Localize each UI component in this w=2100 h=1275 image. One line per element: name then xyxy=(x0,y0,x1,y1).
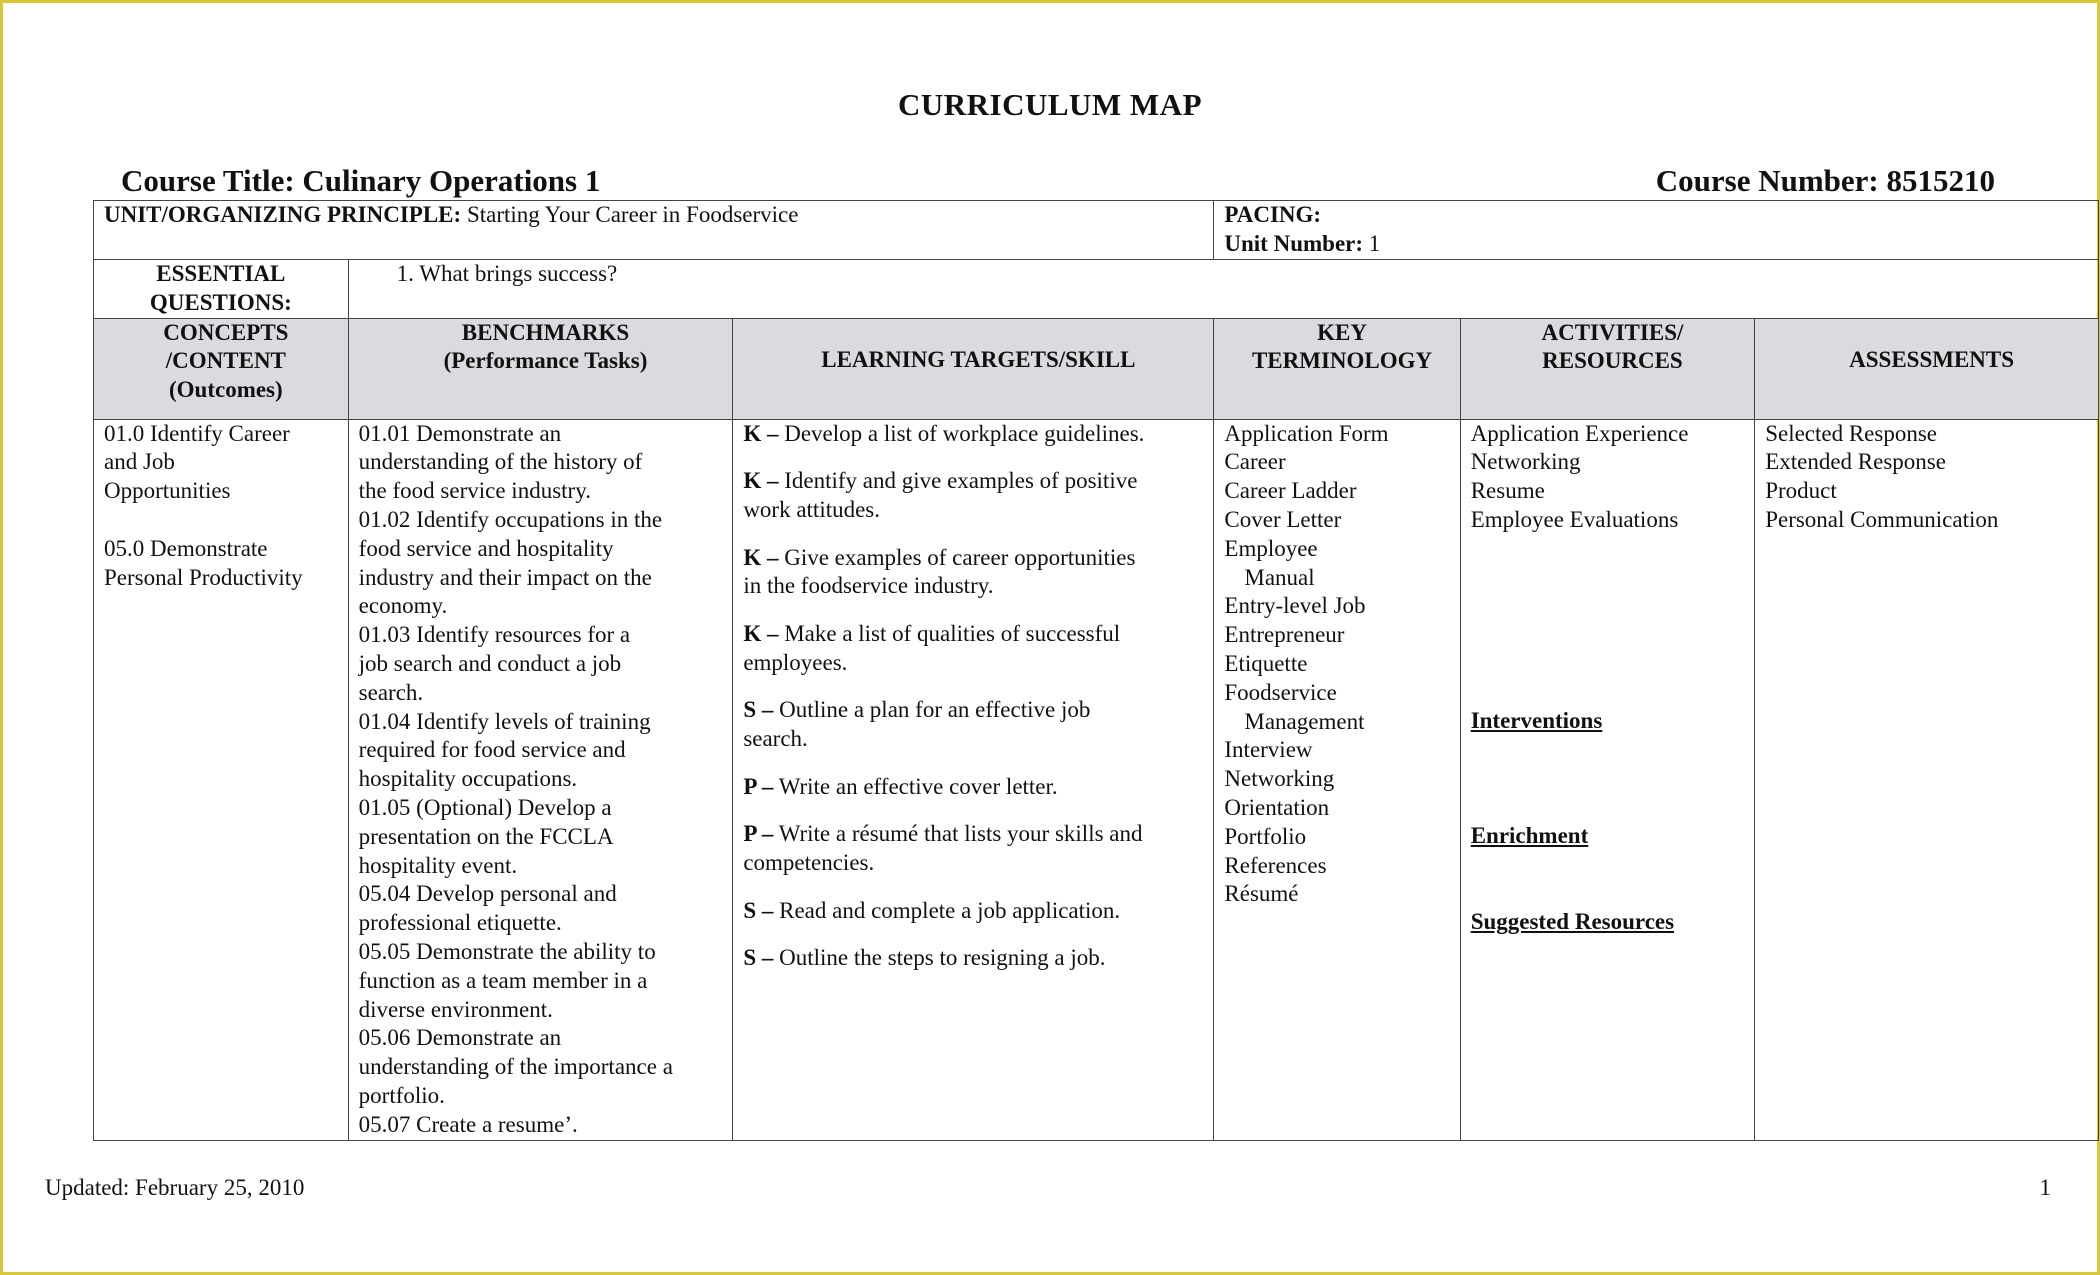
essential-questions-label xyxy=(94,260,349,319)
benchmark-line: function as a team member in a xyxy=(358,967,648,993)
learning-target: S – Read and complete a job application. xyxy=(743,897,1121,923)
key-terminology-cell xyxy=(1214,419,1460,1140)
term: References xyxy=(1224,852,1327,878)
benchmark-line: food service and hospitality xyxy=(358,535,614,561)
header-key-terminology: KEY TERMINOLOGY xyxy=(1214,318,1460,419)
benchmark-line: portfolio. xyxy=(358,1082,445,1108)
interventions-heading: Interventions xyxy=(1470,707,1603,733)
activity-item: Employee Evaluations xyxy=(1470,506,1679,532)
header-benchmarks: BENCHMARKS (Performance Tasks) xyxy=(348,318,733,419)
benchmark-line: required for food service and xyxy=(358,737,626,763)
header-concepts: CONCEPTS /CONTENT (Outcomes) xyxy=(94,318,349,419)
learning-target: S – Outline a plan for an effective job search. xyxy=(743,697,1091,752)
term: Etiquette xyxy=(1224,650,1308,676)
term: Networking xyxy=(1224,766,1335,792)
header-assessments: ASSESSMENTS xyxy=(1755,318,2099,419)
learning-target: K – Develop a list of workplace guidelines. xyxy=(743,420,1145,446)
concept-item: 01.0 Identify Career and Job Opportunities xyxy=(104,420,290,504)
benchmark-line: 01.05 (Optional) Develop a xyxy=(358,794,612,820)
term: Management xyxy=(1244,708,1365,734)
concept-item: 05.0 Demonstrate Personal Productivity xyxy=(104,535,303,590)
course-title: Course Title: Culinary Operations 1 xyxy=(121,163,601,198)
assessment-item: Extended Response xyxy=(1765,449,1946,475)
assessment-item: Personal Communication xyxy=(1765,506,1999,532)
benchmark-line: understanding of the history of xyxy=(358,449,643,475)
benchmark-line: 05.05 Demonstrate the ability to xyxy=(358,938,656,964)
benchmark-line: 01.03 Identify resources for a xyxy=(358,622,631,648)
unit-number-value: 1 xyxy=(1368,230,1381,256)
term: Cover Letter xyxy=(1224,506,1342,532)
term: Employee xyxy=(1224,535,1318,561)
unit-value: Starting Your Career in Foodservice xyxy=(466,202,799,227)
term: Career xyxy=(1224,449,1286,475)
unit-label: UNIT/ORGANIZING PRINCIPLE: xyxy=(104,202,462,227)
benchmark-line: 05.04 Develop personal and xyxy=(358,881,617,907)
learning-target: S – Outline the steps to resigning a job. xyxy=(743,945,1106,971)
term: Entry-level Job xyxy=(1224,593,1366,619)
eq-label-line1: ESSENTIAL xyxy=(156,261,286,286)
activity-item: Networking xyxy=(1470,449,1581,475)
term: Portfolio xyxy=(1224,823,1307,849)
learning-target: P – Write a résumé that lists your skills and competencies. xyxy=(743,821,1143,876)
activity-item: Application Experience xyxy=(1470,420,1689,446)
essential-question-cell xyxy=(348,260,2098,319)
learning-targets-cell xyxy=(733,419,1214,1140)
learning-target: K – Identify and give examples of positive work attitudes. xyxy=(743,468,1138,522)
benchmark-line: search. xyxy=(358,679,424,705)
essential-questions-row xyxy=(94,260,2099,319)
benchmark-line: the food service industry. xyxy=(358,478,591,504)
header-activities: ACTIVITIES/ RESOURCES xyxy=(1460,318,1755,419)
unit-cell xyxy=(94,201,1214,260)
enrichment-heading: Enrichment xyxy=(1470,822,1589,848)
document-title: CURRICULUM MAP xyxy=(897,87,1203,122)
pacing-label: PACING: xyxy=(1224,202,1322,227)
benchmark-line: 05.06 Demonstrate an xyxy=(358,1025,562,1051)
term: Entrepreneur xyxy=(1224,622,1345,648)
term: Résumé xyxy=(1224,881,1299,907)
assessments-cell xyxy=(1755,419,2099,1140)
header-row xyxy=(94,318,2099,419)
document-page xyxy=(3,3,2097,1272)
eq-label-line2: QUESTIONS: xyxy=(149,289,292,315)
benchmark-line: 01.02 Identify occupations in the xyxy=(358,506,663,532)
benchmark-line: hospitality occupations. xyxy=(358,766,578,792)
concepts-cell xyxy=(94,419,349,1140)
content-row xyxy=(94,419,2099,1140)
term: Manual xyxy=(1244,564,1315,590)
benchmark-line: 05.07 Create a resume’. xyxy=(358,1111,578,1137)
term: Orientation xyxy=(1224,794,1330,820)
page-number: 1 xyxy=(2039,1175,2051,1200)
benchmark-line: industry and their impact on the xyxy=(358,564,652,590)
assessment-item: Product xyxy=(1765,478,1837,504)
benchmark-line: 01.04 Identify levels of training xyxy=(358,708,651,734)
benchmark-line: economy. xyxy=(358,593,448,619)
benchmark-line: presentation on the FCCLA xyxy=(358,823,614,849)
assessment-item: Selected Response xyxy=(1765,420,1938,446)
activity-item: Resume xyxy=(1470,478,1545,504)
term: Interview xyxy=(1224,737,1313,763)
term: Application Form xyxy=(1224,420,1389,446)
essential-question: 1. What brings success? xyxy=(396,261,618,286)
benchmark-line: hospitality event. xyxy=(358,852,518,878)
benchmark-line: job search and conduct a job xyxy=(358,650,622,676)
unit-number-label: Unit Number: xyxy=(1224,230,1364,256)
unit-row xyxy=(94,201,2099,260)
activities-cell xyxy=(1460,419,1755,1140)
suggested-resources-heading: Suggested Resources xyxy=(1470,909,1675,935)
pacing-cell xyxy=(1214,201,2099,260)
header-learning-targets: LEARNING TARGETS/SKILL xyxy=(733,318,1214,419)
term: Career Ladder xyxy=(1224,478,1357,504)
updated-date: Updated: February 25, 2010 xyxy=(45,1175,305,1200)
benchmark-line: diverse environment. xyxy=(358,996,553,1022)
learning-target: K – Give examples of career opportunities in the foodservice industry. xyxy=(743,544,1136,599)
curriculum-table xyxy=(93,200,2099,1141)
benchmark-line: 01.01 Demonstrate an xyxy=(358,420,562,446)
term: Foodservice xyxy=(1224,679,1337,705)
learning-target: P – Write an effective cover letter. xyxy=(743,773,1058,799)
benchmark-line: understanding of the importance a xyxy=(358,1054,673,1080)
course-number: Course Number: 8515210 xyxy=(1655,163,1995,198)
learning-target: K – Make a list of qualities of successful employees. xyxy=(743,620,1121,675)
benchmarks-cell xyxy=(348,419,733,1140)
benchmark-line: professional etiquette. xyxy=(358,910,562,936)
